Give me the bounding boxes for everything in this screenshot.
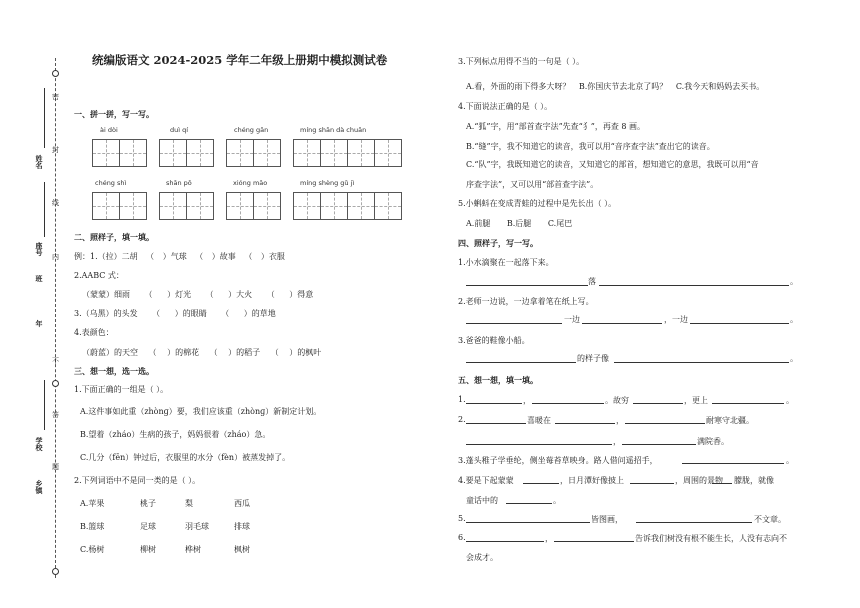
name-field-line xyxy=(44,88,45,148)
blank-text: 朦胧，就像 xyxy=(734,476,774,485)
blank-text: ，一边 xyxy=(664,315,688,324)
section-3-heading: 三、想一想，选一选。 xyxy=(74,367,154,376)
writing-grid[interactable] xyxy=(159,139,213,167)
blank-text: 落 xyxy=(588,277,596,286)
option: 桃子 xyxy=(140,499,156,508)
section-2-heading: 二、照样子，填一填。 xyxy=(74,233,154,242)
blank-text: 不文章。 xyxy=(754,515,786,524)
blank-text: 。 xyxy=(786,396,794,405)
answer-blank[interactable] xyxy=(625,423,705,424)
question-line: 3.（乌黑）的头发 （ ）的眼睛 （ ）的草地 xyxy=(74,309,276,318)
question-line: 2.AABC 式： xyxy=(74,271,124,280)
writing-grid[interactable] xyxy=(92,139,146,167)
answer-blank[interactable] xyxy=(466,541,544,542)
option-line: C.“队”字，我既知道它的读音，又知道它的部首，想知道它的意思，我既可以用“音 xyxy=(466,160,759,169)
seal-char: 不 xyxy=(52,357,59,365)
option-line: B.“缝”字，我不知道它的读音，我可以用“音序查字法”查出它的读音。 xyxy=(466,142,715,151)
question-line: 例：1.（拉）二胡 （ ）气球 （ ）故事 （ ）衣服 xyxy=(74,252,285,261)
question-line: 3.爸爸的鞋像小船。 xyxy=(458,336,530,345)
pinyin: duì qí xyxy=(170,126,189,134)
answer-blank[interactable] xyxy=(554,541,634,542)
question-line: 4.下面说法正确的是（ ）。 xyxy=(458,102,553,111)
blank-text: 皆图画， xyxy=(591,515,623,524)
answer-blank[interactable] xyxy=(690,323,789,324)
blank-text: ， xyxy=(545,534,553,543)
pinyin: shān pō xyxy=(166,179,192,187)
answer-blank[interactable] xyxy=(555,423,615,424)
writing-grid[interactable] xyxy=(226,139,280,167)
blank-text: ，周围的景物 xyxy=(675,476,723,485)
blank-text: 4.要是下起蒙蒙 xyxy=(458,476,514,485)
blank-text: 。 xyxy=(553,496,561,505)
blank-text: 。故穷 xyxy=(605,396,629,405)
answer-blank[interactable] xyxy=(682,463,784,464)
answer-blank[interactable] xyxy=(636,522,752,523)
answer-blank[interactable] xyxy=(466,362,576,363)
answer-blank[interactable] xyxy=(622,444,696,445)
question-line: 3.下列标点用得不当的一句是（ ）。 xyxy=(458,57,585,66)
option: 西瓜 xyxy=(234,499,250,508)
seal-circle xyxy=(52,380,59,387)
option: 梨 xyxy=(185,499,193,508)
item-number: 1. xyxy=(458,395,466,404)
seal-char: 内 xyxy=(52,253,59,261)
option: 桦树 xyxy=(185,545,201,554)
blank-text: 告诉我们树没有根不能生长，人没有志向不 xyxy=(635,534,787,543)
option: A.苹果 xyxy=(80,499,105,508)
blank-text: ，更上 xyxy=(684,396,708,405)
answer-blank[interactable] xyxy=(582,323,662,324)
seal-circle xyxy=(52,568,59,575)
blank-text: 会成才。 xyxy=(466,553,498,562)
question-line: 3.蓬头稚子学垂纶，侧坐莓苔草映身。路人借问遥招手， xyxy=(458,456,658,465)
blank-text: 童话中的 xyxy=(466,496,498,505)
writing-grid[interactable] xyxy=(293,192,401,220)
question-line: 5.小蝌蚪在变成青蛙的过程中是先长出（ ）。 xyxy=(458,199,617,208)
blank-text: ， xyxy=(523,396,531,405)
seal-char: 题 xyxy=(52,463,59,471)
answer-blank[interactable] xyxy=(532,403,604,404)
option: 枫树 xyxy=(234,545,250,554)
school-label: 学校 xyxy=(35,437,43,451)
seal-char: 答 xyxy=(52,411,59,419)
item-number: 2. xyxy=(458,415,466,424)
option: 柳树 xyxy=(140,545,156,554)
writing-grid[interactable] xyxy=(159,192,213,220)
option-line: B.望着（zháo）生病的孩子，妈妈很着（zháo）急。 xyxy=(80,430,271,439)
answer-blank[interactable] xyxy=(466,403,522,404)
name-label: 姓名 xyxy=(35,155,43,169)
seat-field-line xyxy=(44,182,45,237)
pinyin: chéng shì xyxy=(95,179,127,187)
seal-line xyxy=(55,58,56,578)
town-label: 乡镇 xyxy=(35,480,43,494)
answer-blank[interactable] xyxy=(599,285,789,286)
blank-text: ， xyxy=(613,437,621,446)
writing-grid[interactable] xyxy=(92,192,146,220)
pinyin: míng shān dà chuān xyxy=(300,126,367,134)
answer-blank[interactable] xyxy=(466,285,588,286)
seal-circle xyxy=(52,70,59,77)
question-line: （蒙蒙）细雨 （ ）灯光 （ ）大火 （ ）得意 xyxy=(82,290,314,299)
question-line: 1.小水滴聚在一起落下来。 xyxy=(458,258,554,267)
answer-blank[interactable] xyxy=(466,323,562,324)
blank-text: ，日月潭好像披上 xyxy=(560,476,624,485)
answer-blank[interactable] xyxy=(630,483,674,484)
section-5-heading: 五、想一想，填一填。 xyxy=(458,376,538,385)
answer-blank[interactable] xyxy=(523,483,559,484)
answer-blank[interactable] xyxy=(712,483,732,484)
option: 羽毛球 xyxy=(185,522,209,531)
option-line: A.这件事如此重（zhònɡ）要，我们应该重（zhònɡ）新制定计划。 xyxy=(80,407,322,416)
question-line: 4.表颜色： xyxy=(74,328,114,337)
option-line: A.“狐”字，用“部首查字法”先查“犭”，再查 8 画。 xyxy=(466,122,646,131)
option: 足球 xyxy=(140,522,156,531)
seal-char: 密 xyxy=(52,93,59,101)
blank-text: 耐寒守北疆。 xyxy=(706,416,754,425)
answer-blank[interactable] xyxy=(712,403,784,404)
question-line: 1.下面正确的一组是（ ）。 xyxy=(74,385,169,394)
pinyin: xióng māo xyxy=(233,179,268,187)
school-field-line xyxy=(44,380,45,430)
option-line: A.前腿 B.后腿 C.尾巴 xyxy=(466,219,573,228)
seat-label: 座号 xyxy=(35,242,43,256)
option: C.杨树 xyxy=(80,545,105,554)
question-line: （蔚蓝）的天空 （ ）的棉花 （ ）的稻子 （ ）的枫叶 xyxy=(82,348,322,357)
answer-blank[interactable] xyxy=(633,403,683,404)
blank-text: ， xyxy=(616,416,624,425)
page-title: 统编版语文 2024-2025 学年二年级上册期中模拟测试卷 xyxy=(92,53,388,67)
grade-label: 年 xyxy=(35,320,43,327)
answer-blank[interactable] xyxy=(466,444,612,445)
question-line: 2.老师一边说，一边拿着笔在纸上写。 xyxy=(458,297,594,306)
blank-text: 满院香。 xyxy=(697,437,729,446)
class-label: 班 xyxy=(35,275,43,282)
item-number: 5. xyxy=(458,514,466,523)
section-1-heading: 一、拼一拼，写一写。 xyxy=(74,110,154,119)
blank-text: 喜暖在 xyxy=(527,416,551,425)
writing-grid[interactable] xyxy=(293,139,401,167)
pinyin: míng shèng gǔ jì xyxy=(300,179,355,187)
option-line: 序查字法”，又可以用“部首查字法”。 xyxy=(466,180,599,189)
option-line: C.几分（fēn）钟过后，衣服里的水分（fèn）被蒸发掉了。 xyxy=(80,453,291,462)
option: B.篮球 xyxy=(80,522,105,531)
blank-text: 的样子像 xyxy=(577,354,609,363)
pinyin: ài dòi xyxy=(100,126,118,134)
answer-blank[interactable] xyxy=(614,362,789,363)
blank-text: 一边 xyxy=(564,315,580,324)
option: 排球 xyxy=(234,522,250,531)
pinyin: chéng gān xyxy=(234,126,269,134)
section-4-heading: 四、照样子，写一写。 xyxy=(458,239,538,248)
question-line: 2.下列词语中不是同一类的是（ ）。 xyxy=(74,476,201,485)
answer-blank[interactable] xyxy=(466,522,590,523)
answer-blank[interactable] xyxy=(466,423,526,424)
seal-char: 封 xyxy=(52,146,59,154)
answer-blank[interactable] xyxy=(506,503,552,504)
option-line: A.看，外面的雨下得多大呀？ B.你国庆节去北京了吗？ C.我今天和妈妈去买书。 xyxy=(466,82,765,91)
writing-grid[interactable] xyxy=(226,192,280,220)
seal-char: 线 xyxy=(52,199,59,207)
item-number: 6. xyxy=(458,533,466,542)
